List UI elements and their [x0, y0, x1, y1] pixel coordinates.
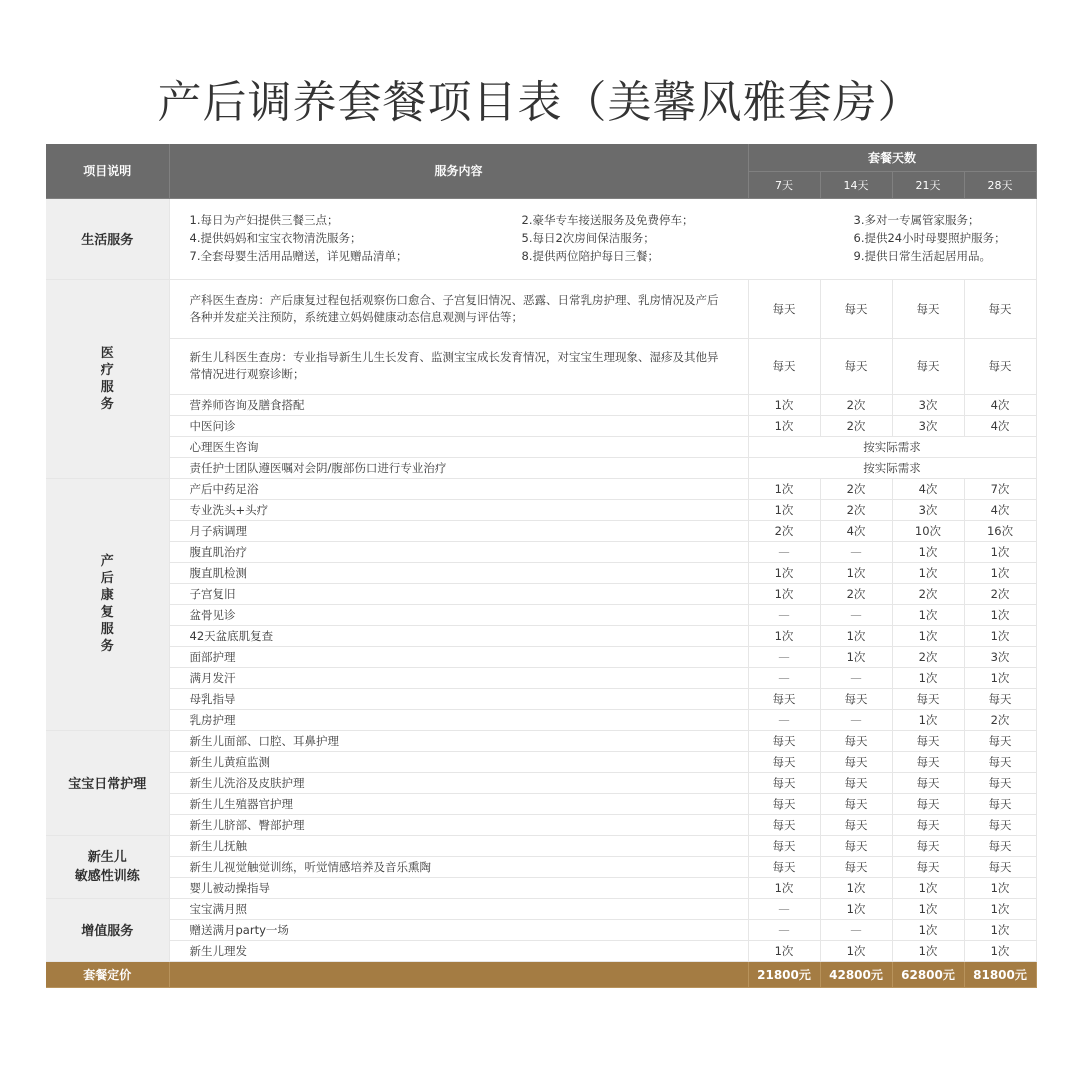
value-cell: —: [748, 541, 820, 562]
list-item: 4.提供妈妈和宝宝衣物清洗服务；: [189, 231, 362, 245]
table-row: [46, 898, 1036, 919]
value-cell: 2次: [820, 394, 892, 415]
value-cell: 1次: [748, 877, 820, 898]
table-row: [46, 625, 1036, 646]
table-row: [46, 772, 1036, 793]
value-cell: 每天: [964, 772, 1036, 793]
value-cell: 1次: [892, 667, 964, 688]
item-description: 子宫复旧: [169, 583, 748, 604]
item-description: 新生儿视觉触觉训练，听觉情感培养及音乐熏陶: [169, 856, 748, 877]
price-row: [46, 961, 1036, 987]
category-line: 新生儿: [87, 849, 127, 865]
value-cell: 1次: [748, 625, 820, 646]
page-title: 产后调养套餐项目表（美馨风雅套房）: [157, 77, 923, 128]
list-item: 2.豪华专车接送服务及免费停车；: [521, 213, 694, 227]
value-cell: 2次: [820, 583, 892, 604]
package-table: [46, 144, 1037, 988]
value-cell: 1次: [748, 415, 820, 436]
value-cell: 3次: [892, 394, 964, 415]
value-cell: 每天: [892, 279, 964, 338]
table-row: [46, 940, 1036, 961]
value-cell: 每天: [748, 793, 820, 814]
value-cell-span: 按实际需求: [748, 436, 1036, 457]
header-day-14: 14天: [820, 171, 892, 198]
value-cell: 2次: [964, 709, 1036, 730]
value-cell: 1次: [964, 667, 1036, 688]
table-row: [46, 198, 1036, 279]
table-row: [46, 877, 1036, 898]
table-row: [46, 583, 1036, 604]
category-char: 康: [100, 588, 114, 603]
list-item: 7.全套母婴生活用品赠送，详见赠品清单；: [189, 249, 408, 263]
value-cell: 1次: [964, 919, 1036, 940]
item-description: 婴儿被动操指导: [169, 877, 748, 898]
value-cell: 1次: [892, 919, 964, 940]
item-description: 新生儿科医生查房：专业指导新生儿生长发育、监测宝宝成长发育情况，对宝宝生理现象、湿疹及其他异常情况进行观察诊断；: [169, 338, 748, 394]
header-days-col: 套餐天数: [748, 144, 1036, 171]
value-cell: 每天: [964, 793, 1036, 814]
category-addon: 增值服务: [46, 898, 169, 961]
table-row: [46, 436, 1036, 457]
category-recovery: [46, 478, 169, 730]
table-row: [46, 793, 1036, 814]
value-cell: —: [748, 646, 820, 667]
header-content-col: 服务内容: [169, 144, 748, 198]
value-cell: 每天: [748, 730, 820, 751]
item-description: 母乳指导: [169, 688, 748, 709]
table-row: [46, 279, 1036, 338]
value-cell: 1次: [892, 625, 964, 646]
value-cell: 2次: [820, 499, 892, 520]
value-cell: 每天: [820, 730, 892, 751]
category-char: 务: [100, 639, 114, 654]
item-description: 乳房护理: [169, 709, 748, 730]
value-cell: 1次: [964, 940, 1036, 961]
value-cell: 每天: [892, 793, 964, 814]
value-cell: 1次: [748, 562, 820, 583]
list-item: 3.多对一专属管家服务；: [853, 213, 980, 227]
item-description: 新生儿面部、口腔、耳鼻护理: [169, 730, 748, 751]
category-char: 复: [100, 605, 114, 620]
value-cell: 1次: [964, 877, 1036, 898]
value-cell: 1次: [820, 625, 892, 646]
list-item: 6.提供24小时母婴照护服务；: [853, 231, 1006, 245]
value-cell: 1次: [748, 940, 820, 961]
list-item: 1.每日为产妇提供三餐三点；: [189, 213, 339, 227]
table-row: [46, 541, 1036, 562]
category-char: 医: [100, 345, 114, 361]
value-cell: 2次: [748, 520, 820, 541]
value-cell: 每天: [748, 835, 820, 856]
value-cell: 1次: [748, 394, 820, 415]
life-services-cell: [169, 198, 1036, 279]
value-cell: 1次: [964, 562, 1036, 583]
value-cell: 每天: [892, 814, 964, 835]
table-row: [46, 394, 1036, 415]
value-cell: 每天: [892, 856, 964, 877]
value-cell: 7次: [964, 478, 1036, 499]
value-cell: —: [820, 541, 892, 562]
value-cell: 每天: [748, 338, 820, 394]
value-cell: 每天: [820, 835, 892, 856]
category-char: 服: [100, 379, 114, 395]
value-cell: 1次: [964, 541, 1036, 562]
value-cell: 每天: [964, 751, 1036, 772]
table-row: [46, 646, 1036, 667]
value-cell: 4次: [964, 499, 1036, 520]
value-cell: 每天: [892, 688, 964, 709]
item-description: 产后中药足浴: [169, 478, 748, 499]
value-cell: 1次: [892, 898, 964, 919]
header-day-7: 7天: [748, 171, 820, 198]
header-day-21: 21天: [892, 171, 964, 198]
table-row: [46, 604, 1036, 625]
item-description: 营养师咨询及膳食搭配: [169, 394, 748, 415]
value-cell: 1次: [892, 562, 964, 583]
value-cell: 每天: [892, 835, 964, 856]
table-row: [46, 814, 1036, 835]
value-cell: 每天: [964, 856, 1036, 877]
value-cell: 2次: [892, 583, 964, 604]
table-row: [46, 835, 1036, 856]
value-cell: 每天: [892, 338, 964, 394]
value-cell: 每天: [748, 751, 820, 772]
header-day-28: 28天: [964, 171, 1036, 198]
value-cell: 4次: [820, 520, 892, 541]
table-row: [46, 709, 1036, 730]
category-baby: 宝宝日常护理: [46, 730, 169, 835]
value-cell: —: [748, 919, 820, 940]
value-cell: 1次: [892, 541, 964, 562]
value-cell: 每天: [964, 814, 1036, 835]
value-cell: 每天: [892, 772, 964, 793]
item-description: 腹直肌检测: [169, 562, 748, 583]
item-description: 新生儿洗浴及皮肤护理: [169, 772, 748, 793]
value-cell: 每天: [820, 688, 892, 709]
item-description: 满月发汗: [169, 667, 748, 688]
value-cell: 2次: [892, 646, 964, 667]
value-cell: 每天: [748, 279, 820, 338]
price-label: 套餐定价: [46, 961, 169, 987]
category-char: 服: [100, 622, 114, 637]
table-row: [46, 338, 1036, 394]
value-cell: 16次: [964, 520, 1036, 541]
value-cell: 2次: [820, 415, 892, 436]
value-cell: 1次: [820, 877, 892, 898]
item-description: 新生儿黄疸监测: [169, 751, 748, 772]
list-item: 9.提供日常生活起居用品。: [853, 249, 991, 263]
price-value: 62800元: [892, 961, 964, 987]
value-cell: 每天: [820, 772, 892, 793]
item-description: 责任护士团队遵医嘱对会阴/腹部伤口进行专业治疗: [169, 457, 748, 478]
value-cell: 每天: [748, 814, 820, 835]
value-cell: 1次: [964, 898, 1036, 919]
item-description: 专业洗头+头疗: [169, 499, 748, 520]
item-description: 月子病调理: [169, 520, 748, 541]
value-cell: 每天: [820, 793, 892, 814]
item-description: 腹直肌治疗: [169, 541, 748, 562]
value-cell: 2次: [820, 478, 892, 499]
table-body: [46, 198, 1036, 987]
value-cell: 1次: [748, 478, 820, 499]
value-cell: 1次: [964, 604, 1036, 625]
value-cell: 3次: [892, 499, 964, 520]
life-services-list: [170, 212, 1036, 265]
category-char: 后: [100, 571, 114, 586]
item-description: 新生儿理发: [169, 940, 748, 961]
value-cell: —: [748, 667, 820, 688]
item-description: 面部护理: [169, 646, 748, 667]
value-cell: 每天: [964, 730, 1036, 751]
category-life: 生活服务: [46, 198, 169, 279]
value-cell: 4次: [964, 394, 1036, 415]
table-row: [46, 415, 1036, 436]
list-item: 8.提供两位陪护每日三餐；: [521, 249, 659, 263]
value-cell: 1次: [820, 562, 892, 583]
value-cell: 1次: [748, 499, 820, 520]
value-cell: —: [820, 919, 892, 940]
value-cell: 每天: [964, 338, 1036, 394]
value-cell: 1次: [964, 625, 1036, 646]
value-cell: 每天: [964, 688, 1036, 709]
table-row: [46, 520, 1036, 541]
value-cell: 每天: [820, 856, 892, 877]
value-cell: 4次: [964, 415, 1036, 436]
value-cell: 每天: [748, 688, 820, 709]
category-sensory: [46, 835, 169, 898]
value-cell: 1次: [892, 709, 964, 730]
table-row: [46, 499, 1036, 520]
value-cell: 4次: [892, 478, 964, 499]
value-cell: 10次: [892, 520, 964, 541]
item-description: 产科医生查房：产后康复过程包括观察伤口愈合、子宫复旧情况、恶露、日常乳房护理、乳房情况及产后各种并发症关注预防，系统建立妈妈健康动态信息观测与评估等；: [169, 279, 748, 338]
value-cell: 每天: [820, 751, 892, 772]
value-cell: 3次: [892, 415, 964, 436]
value-cell: 每天: [748, 772, 820, 793]
table-row: [46, 667, 1036, 688]
value-cell: 每天: [820, 814, 892, 835]
item-description: 新生儿生殖器官护理: [169, 793, 748, 814]
item-description: 新生儿脐部、臀部护理: [169, 814, 748, 835]
item-description: 心理医生咨询: [169, 436, 748, 457]
item-description: 中医问诊: [169, 415, 748, 436]
value-cell: 每天: [892, 730, 964, 751]
table-row: [46, 562, 1036, 583]
price-value: 21800元: [748, 961, 820, 987]
value-cell: —: [748, 604, 820, 625]
list-item: 5.每日2次房间保洁服务；: [521, 231, 655, 245]
table-row: [46, 751, 1036, 772]
value-cell: 1次: [820, 940, 892, 961]
value-cell: 每天: [964, 279, 1036, 338]
item-description: 宝宝满月照: [169, 898, 748, 919]
table-row: [46, 856, 1036, 877]
value-cell: 1次: [748, 583, 820, 604]
value-cell: 每天: [820, 338, 892, 394]
value-cell: 1次: [892, 604, 964, 625]
value-cell: 1次: [820, 646, 892, 667]
value-cell: —: [820, 667, 892, 688]
value-cell: 每天: [964, 835, 1036, 856]
value-cell: 2次: [964, 583, 1036, 604]
category-char: 务: [100, 396, 114, 412]
value-cell: 1次: [892, 877, 964, 898]
value-cell: 每天: [748, 856, 820, 877]
price-spacer: [169, 961, 748, 987]
item-description: 盆骨见诊: [169, 604, 748, 625]
category-char: 产: [100, 554, 114, 569]
price-value: 81800元: [964, 961, 1036, 987]
price-value: 42800元: [820, 961, 892, 987]
table-row: [46, 457, 1036, 478]
value-cell: —: [748, 709, 820, 730]
value-cell: —: [820, 709, 892, 730]
value-cell: 每天: [892, 751, 964, 772]
header-item-col: 项目说明: [46, 144, 169, 198]
category-line: 敏感性训练: [74, 868, 140, 884]
value-cell: 每天: [820, 279, 892, 338]
category-medical: [46, 279, 169, 478]
value-cell-span: 按实际需求: [748, 457, 1036, 478]
table-header: [46, 144, 1036, 198]
value-cell: 1次: [820, 898, 892, 919]
table-row: [46, 730, 1036, 751]
item-description: 赠送满月party一场: [169, 919, 748, 940]
value-cell: —: [820, 604, 892, 625]
table-row: [46, 688, 1036, 709]
table-row: [46, 478, 1036, 499]
table-row: [46, 919, 1036, 940]
value-cell: 1次: [892, 940, 964, 961]
value-cell: 3次: [964, 646, 1036, 667]
item-description: 新生儿抚触: [169, 835, 748, 856]
value-cell: —: [748, 898, 820, 919]
category-char: 疗: [100, 362, 114, 378]
item-description: 42天盆底肌复查: [169, 625, 748, 646]
